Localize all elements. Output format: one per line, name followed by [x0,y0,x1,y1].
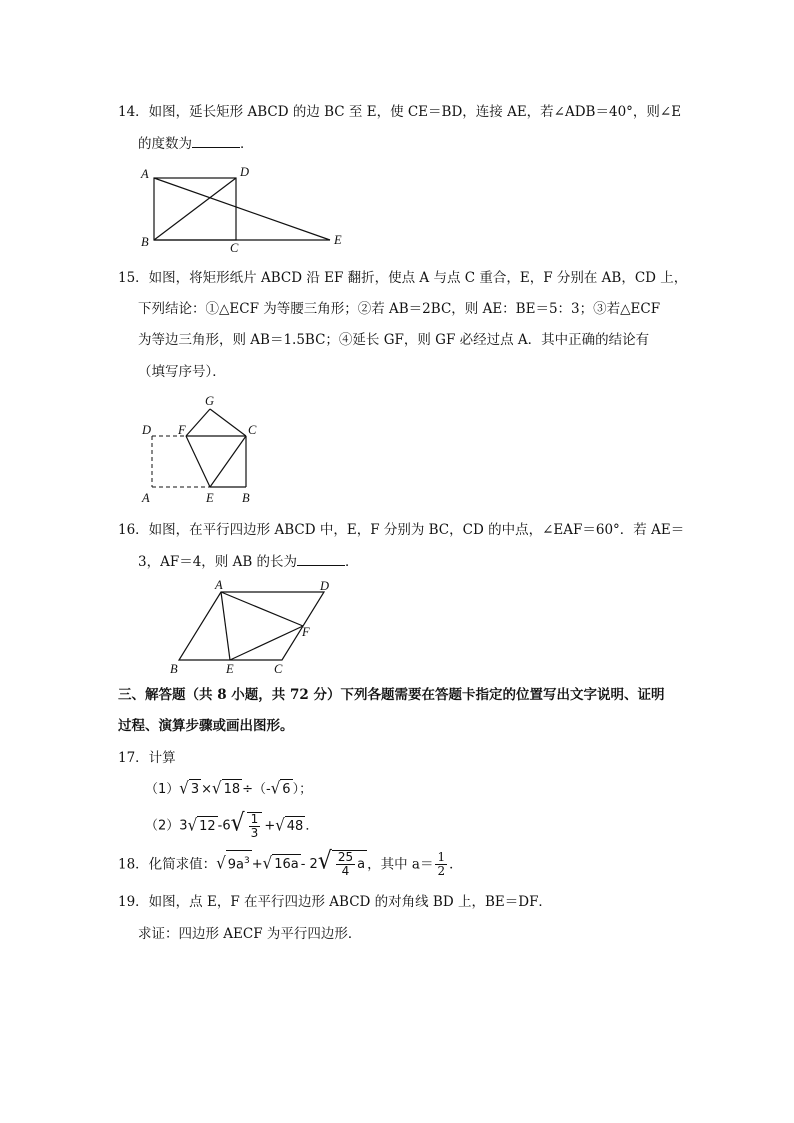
sqrt-icon: √ [216,853,226,874]
radicand: 16a [272,854,301,875]
segment-ae [154,178,330,240]
sqrt-icon: √ [187,814,198,835]
q16-line2 [138,552,359,572]
operator: - 2 [300,857,318,873]
numerator: 1 [437,850,446,865]
operator: + [251,857,263,873]
q16-prefix: 3，AF＝4，则 AB 的长为 [138,554,298,570]
sqrt-icon: √ [275,814,285,835]
q15-line3: 为等边三角形，则 AB＝1.5BC；④延长 GF，则 GF 必经过点 A．其中正确的结论有 [138,332,650,348]
numerator: 1 [250,812,259,826]
part-label: （1） [145,782,180,797]
q17-part1 [145,778,312,800]
radicand: 48 [285,816,306,837]
section3-heading-line2: 过程、演算步骤或画出图形。 [118,718,294,734]
expression-end: ． [305,818,319,834]
label-c: C [230,241,239,254]
coefficient: 3 [179,818,188,834]
operator: + [264,818,276,834]
q19-line1: 19．如图，点 E，F 在平行四边形 ABCD 的对角线 BD 上，BE＝DF． [118,894,552,910]
part-label: （2） [145,818,180,834]
operator: × [201,782,213,797]
label-d: D [320,579,330,593]
q16-figure [164,578,344,678]
label-b: B [242,491,250,505]
sqrt-icon: √ [317,848,332,876]
sqrt-icon: √ [179,778,189,798]
q15-line4: （填写序号）． [138,364,226,380]
label-d: D [142,423,152,437]
expression-end: ． [449,856,463,873]
label-e: E [226,662,234,676]
denominator: 2 [437,864,446,879]
segment-fe [186,436,210,487]
segment-af [221,592,303,626]
q14-line1: 14．如图，延长矩形 ABCD 的边 BC 至 E，使 CE＝BD，连接 AE，若∠ADB＝40°，则∠E [118,104,682,120]
numerator: 25 [337,850,354,865]
q16-line1: 16．如图，在平行四边形 ABCD 中，E，F 分别为 BC，CD 的中点，∠EAF＝60°．若 AE＝ [118,522,685,538]
sqrt-icon: √ [230,809,245,837]
segment-ae [221,592,230,660]
label-e: E [334,233,342,247]
q15-line1: 15．如图，将矩形纸片 ABCD 沿 EF 翻折，使点 A 与点 C 重合，E，F 分别在 AB，CD 上， [118,270,688,286]
operator: -6 [217,818,231,834]
radicand: 6 [280,779,292,800]
label-a: A [215,578,223,592]
radicand-base: 9a [227,857,244,873]
q15-figure [136,390,276,508]
diagonal-bd [154,178,236,240]
q19-line2: 求证：四边形 AECF 为平行四边形． [138,926,362,942]
radicand: 3 [189,779,201,800]
q18-line [118,850,463,878]
variable: a [357,857,366,873]
radicand [332,850,367,878]
sqrt-icon: √ [212,778,222,798]
sqrt-icon: √ [262,853,273,874]
answer-blank [192,134,240,148]
q16-suffix: ． [345,554,359,570]
exponent: 3 [244,856,250,866]
label-f: F [302,625,310,639]
answer-blank [297,552,345,566]
label-c: C [274,662,283,676]
segment-ec [210,436,246,487]
radicand: 12 [197,816,218,837]
q14-prefix: 的度数为 [138,136,192,152]
denominator: 4 [341,864,350,879]
q18-condition: ，其中 a＝ [367,856,434,873]
label-b: B [141,235,149,249]
label-a: A [142,491,150,505]
q14-line2 [138,134,254,154]
denominator: 3 [250,826,259,840]
label-b: B [170,662,178,676]
operator: ÷（- [242,782,271,797]
q17-part2 [145,809,319,840]
label-e: E [206,491,214,505]
fraction [336,851,355,878]
fraction [247,812,263,840]
q14-figure [136,164,356,254]
section3-heading-line1: 三、解答题（共 8 小题，共 72 分）下列各题需要在答题卡指定的位置写出文字说明、证明 [118,687,665,703]
radicand [226,850,252,875]
expression-end: ）； [292,782,313,797]
q14-suffix: ． [240,136,254,152]
label-c: C [248,423,257,437]
sqrt-icon: √ [270,778,281,798]
segment-gc [210,409,246,436]
segment-fg [186,409,210,436]
q15-line2: 下列结论：①△ECF 为等腰三角形；②若 AB＝2BC，则 AE：BE＝5：3；③若△ECF [138,301,661,317]
fraction [435,851,447,878]
q18-prefix: 18．化简求值： [118,856,217,873]
label-f: F [178,423,186,437]
label-d: D [240,165,250,179]
label-g: G [205,394,215,408]
label-a: A [141,167,149,181]
radicand: 18 [222,779,243,800]
q17-title: 17．计算 [118,750,176,766]
